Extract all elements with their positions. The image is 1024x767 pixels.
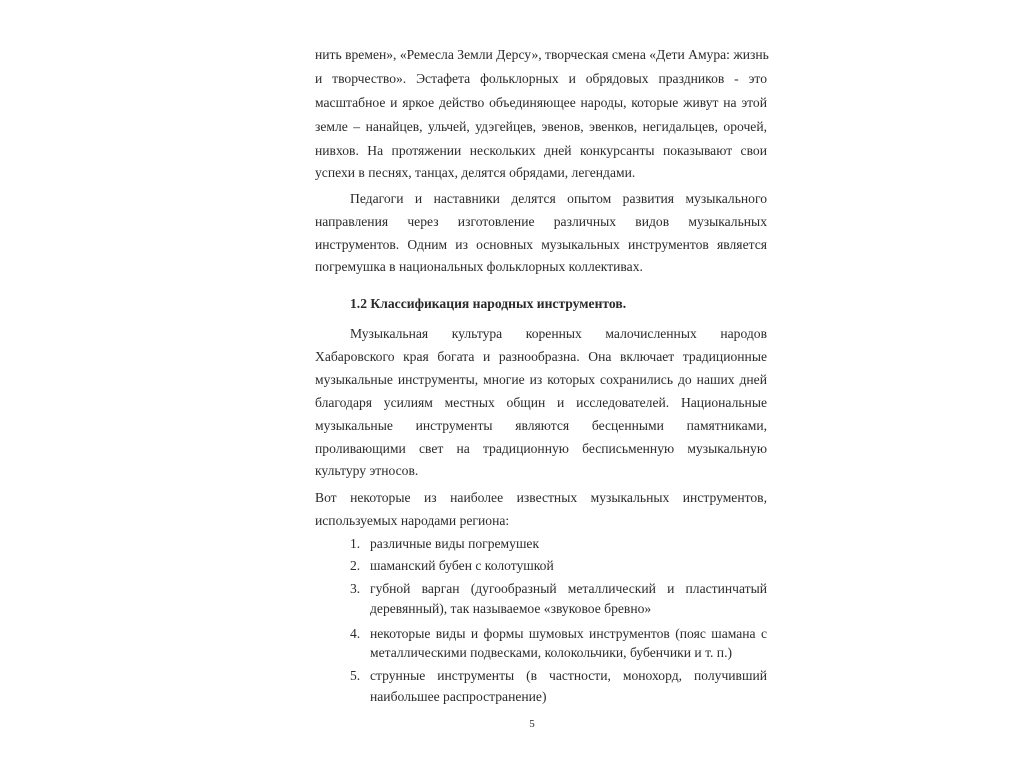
list-item-continuation: металлическими подвесками, колокольчики, бубенчики и т. п.) [370,645,732,660]
text-line: погремушка в национальных фольклорных коллективах. [315,259,643,274]
text-line: проливающими свет на традиционную бесписьменную музыкальную [315,441,767,456]
list-text: шаманский бубен с колотушкой [370,558,554,573]
text-line: инструментов. Одним из основных музыкальных инструментов является [315,237,767,252]
text-line: благодаря усилиям местных общин и исследователей. Национальные [315,395,767,410]
list-number: 4. [350,626,361,641]
list-item [350,625,767,643]
text-line: культуру этносов. [315,463,419,478]
text-line: Вот некоторые из наиболее известных музыкальных инструментов, [315,490,767,505]
text-line: направления через изготовление различных видов музыкальных [315,214,767,229]
list-item-continuation: деревянный), так называемое «звуковое бревно» [370,601,652,616]
list-number: 3. [350,581,361,596]
text-line: музыкальные инструменты, многие из которых сохранились до наших дней [315,372,767,387]
text-line: Музыкальная культура коренных малочисленных народов [350,326,767,341]
list-number: 2. [350,558,361,573]
list-item [350,535,767,553]
text-line: используемых народами региона: [315,513,510,528]
text-line: нить времен», «Ремесла Земли Дерсу», творческая смена «Дети Амура: жизнь [315,47,769,62]
list-item [350,667,767,685]
page-number: 5 [529,718,535,730]
list-number: 5. [350,668,361,683]
text-line: Педагоги и наставники делятся опытом развития музыкального [350,191,767,206]
text-line: Хабаровского края богата и разнообразна. Она включает традиционные [315,349,767,364]
list-number: 1. [350,536,361,551]
section-heading: 1.2 Классификация народных инструментов. [350,296,627,311]
text-line: музыкальные инструменты являются бесценными памятниками, [315,418,767,433]
list-text: некоторые виды и формы шумовых инструментов (пояс шамана с [370,626,767,641]
list-item [350,580,767,598]
text-line: масштабное и яркое действо объединяющее народы, которые живут на этой [315,95,767,110]
text-line: земле – нанайцев, ульчей, удэгейцев, эвенов, эвенков, негидальцев, орочей, [315,119,767,134]
list-item-continuation: наибольшее распространение) [370,689,547,704]
list-text: губной варган (дугообразный металлический и пластинчатый [370,581,767,596]
list-text: струнные инструменты (в частности, монохорд, получивший [370,668,767,683]
list-text: различные виды погремушек [370,536,540,551]
list-item [350,557,767,575]
text-line: нивхов. На протяжении нескольких дней конкурсанты показывают свои [315,143,767,158]
text-line: и творчество». Эстафета фольклорных и обрядовых праздников - это [315,71,767,86]
text-line: успехи в песнях, танцах, делятся обрядами, легендами. [315,165,636,180]
